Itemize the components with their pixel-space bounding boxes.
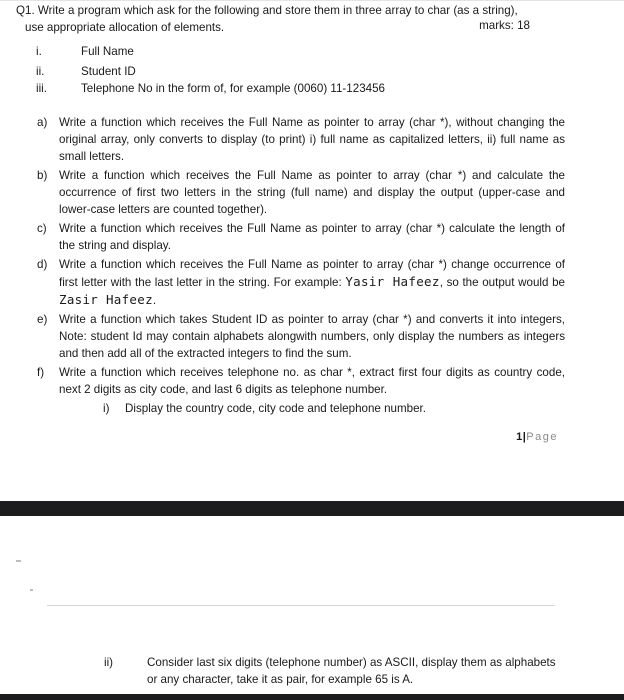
item-number: i. xyxy=(36,45,42,58)
task-list xyxy=(37,114,565,417)
task-e xyxy=(37,311,565,362)
item-number: ii. xyxy=(36,65,45,78)
task-text: , so the output would be xyxy=(439,276,565,289)
task-f xyxy=(37,364,565,398)
top-border xyxy=(0,0,624,1)
question-line-1: Q1. Write a program which ask for the following and store them in three array to char (as a string), xyxy=(16,4,518,17)
task-d xyxy=(37,256,565,309)
task-c xyxy=(37,220,565,254)
page-separator: | xyxy=(522,431,527,443)
subitem-label: i) xyxy=(103,402,110,415)
question-line-2: use appropriate allocation of elements. xyxy=(25,21,225,34)
subitem-text: Display the country code, city code and telephone number. xyxy=(125,402,426,415)
subitem-text: Consider last six digits (telephone number) as ASCII, display them as alphabets or any character, take it as pair, for example 65 is A. xyxy=(147,656,556,686)
item-number: iii. xyxy=(36,82,47,95)
page-word: Page xyxy=(526,431,558,443)
task-text: Write a function which receives telephone no. as char *, extract first four digits as country code, next 2 digits as city code, and last 6 digits as telephone number. xyxy=(59,366,565,396)
task-a xyxy=(37,114,565,165)
task-text: Write a function which receives the Full Name as pointer to array (char *) and calculate the occurrence of first two letters in the string (full name) and display the output (upper-case and lower-case letters are counted together). xyxy=(59,169,565,216)
bottom-bar xyxy=(0,694,624,700)
subitem-label: ii) xyxy=(104,656,114,669)
page-number-value: 1 xyxy=(516,431,523,443)
page-break-bar xyxy=(0,501,624,516)
item-text: Full Name xyxy=(81,45,134,58)
task-label: b) xyxy=(37,169,48,182)
marks-label: marks: 18 xyxy=(479,19,530,32)
page-number xyxy=(516,429,558,446)
task-label: a) xyxy=(37,116,48,129)
task-label: e) xyxy=(37,313,48,326)
example-input-name: Yasir Hafeez xyxy=(345,274,440,289)
example-output-name: Zasir Hafeez xyxy=(59,292,153,307)
task-b xyxy=(37,167,565,218)
task-text: Write a function which receives the Full Name as pointer to array (char *), without changing the original array, only converts to display (to print) i) full name as capitalized letters, ii) full name as small letters. xyxy=(59,116,565,163)
task-text: . xyxy=(152,294,157,307)
stray-mark xyxy=(30,589,33,591)
task-text: Write a function which receives the Full Name as pointer to array (char *) calculate the length of the string and display. xyxy=(59,222,565,252)
horizontal-rule xyxy=(47,605,555,606)
task-f-subitem-i xyxy=(37,400,565,417)
stray-mark xyxy=(16,560,21,562)
task-label: d) xyxy=(37,258,48,271)
task-text: Write a function which takes Student ID as pointer to array (char *) and converts it into integers, Note: student Id may contain alphabets alongwith numbers, only display the numbers as integers and then add all of the extracted integers to find the sum. xyxy=(59,313,565,360)
task-label: f) xyxy=(37,366,45,379)
item-text: Telephone No in the form of, for example (0060) 11-123456 xyxy=(81,82,385,95)
task-label: c) xyxy=(37,222,47,235)
item-text: Student ID xyxy=(81,65,136,78)
task-text: Write a function which receives the Full Name as pointer to array (char *) change occurrence of first letter with the last letter in the string. For example: xyxy=(59,258,565,289)
